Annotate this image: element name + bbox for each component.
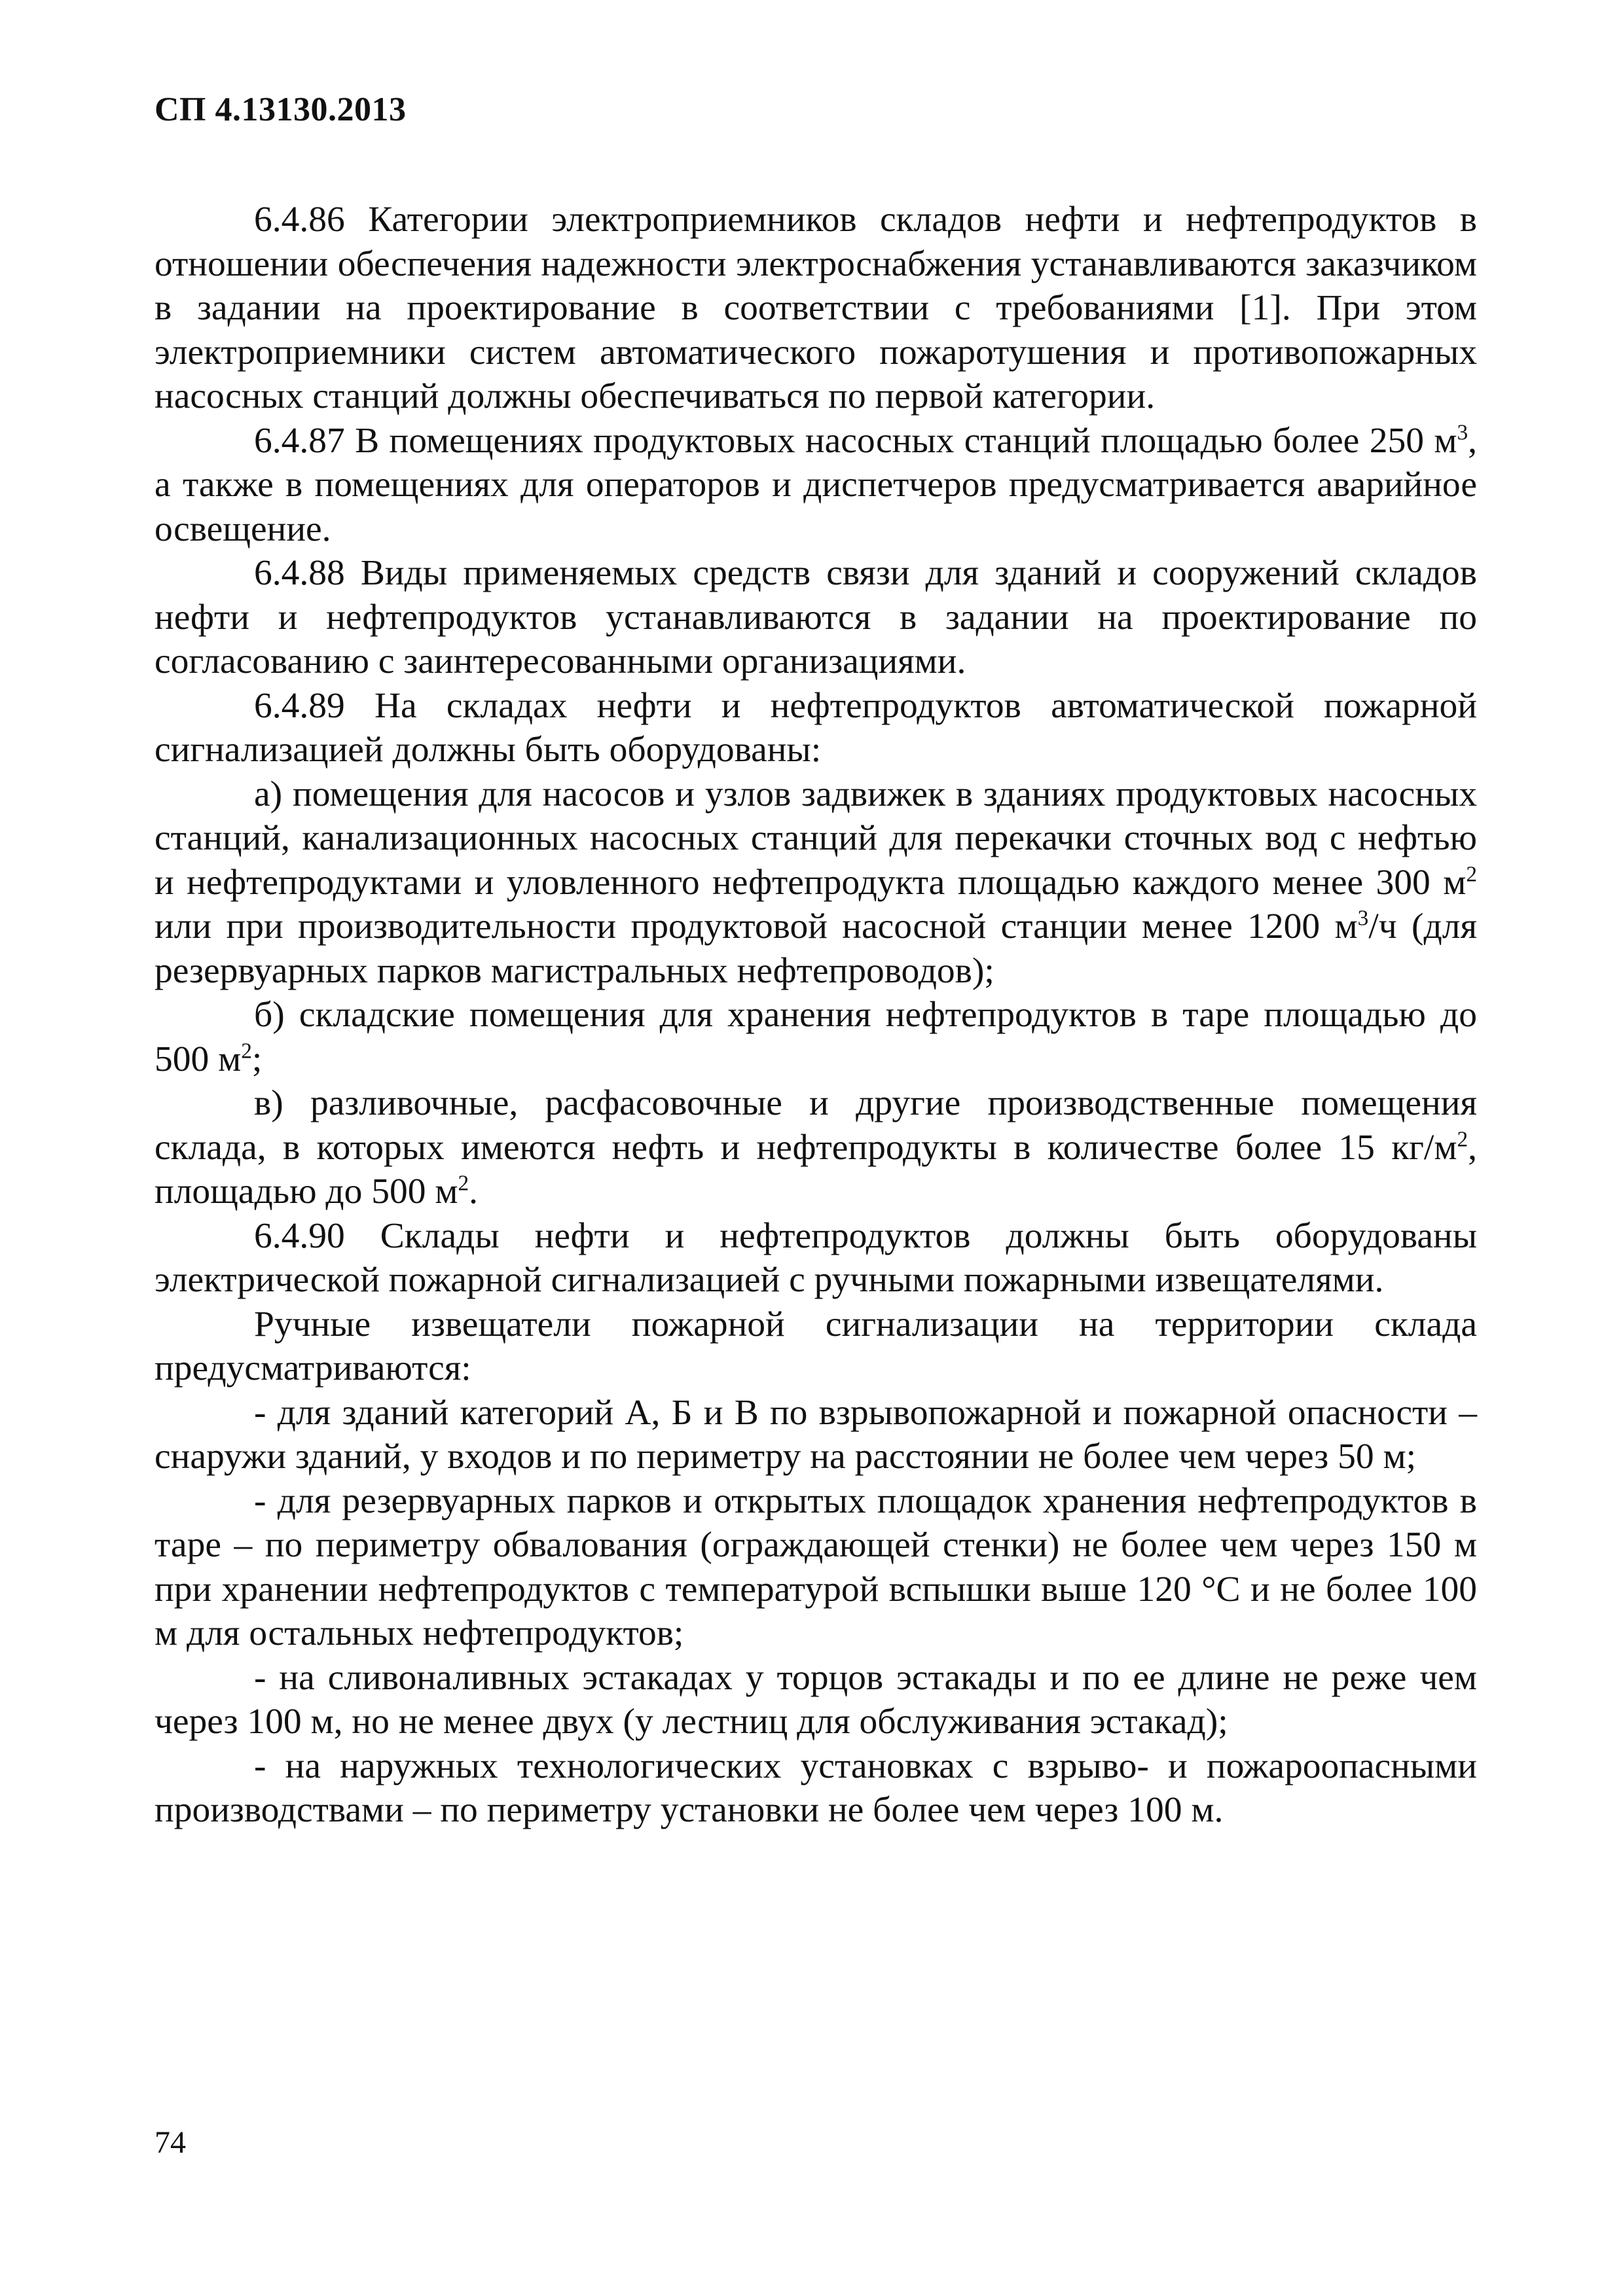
paragraph-text: б) складские помещения для хранения нефтепродуктов в таре площадью до 500 м bbox=[155, 995, 1477, 1079]
document-code-header: СП 4.13130.2013 bbox=[155, 91, 407, 128]
superscript: 2 bbox=[1457, 1127, 1468, 1151]
superscript: 2 bbox=[458, 1171, 469, 1196]
paragraph-text: а) помещения для насосов и узлов задвижек в зданиях продуктовых насосных станций, канализационных насосных станций для перекачки сточных вод с нефтью и нефтепродуктами и уловленного нефтепродукта площадью каждого менее 300 м bbox=[155, 774, 1477, 903]
dash-item-buildings: - для зданий категорий А, Б и В по взрывопожарной и пожарной опасности – снаружи зданий, у входов и по периметру на расстоянии не более чем через 50 м; bbox=[155, 1392, 1477, 1477]
page-number: 74 bbox=[155, 2125, 186, 2160]
superscript: 2 bbox=[1466, 862, 1477, 886]
superscript: 3 bbox=[1457, 420, 1468, 444]
paragraph-manual-detectors: Ручные извещатели пожарной сигнализации на территории склада предусматриваются: bbox=[155, 1304, 1477, 1388]
paragraph-text: , а также в помещениях для операторов и диспетчеров предусматривается аварийное освещение. bbox=[155, 420, 1477, 549]
paragraph-6-4-87 bbox=[155, 419, 1477, 552]
document-body bbox=[155, 198, 1477, 1833]
paragraph-text: или при производительности продуктовой насосной станции менее 1200 м bbox=[155, 906, 1358, 946]
superscript: 3 bbox=[1357, 906, 1369, 931]
dash-item-trestles: - на сливоналивных эстакадах у торцов эстакады и по ее длине не реже чем через 100 м, но не менее двух (у лестниц для обслуживания эстакад); bbox=[155, 1657, 1477, 1742]
dash-item-outdoor-installations: - на наружных технологических установках с взрыво- и пожароопасными производствами – по периметру установки не более чем через 100 м. bbox=[155, 1746, 1477, 1830]
paragraph-text: . bbox=[469, 1172, 479, 1211]
paragraph-6-4-88: 6.4.88 Виды применяемых средств связи для зданий и сооружений складов нефти и нефтепродуктов устанавливаются в задании на проектирование по согласованию с заинтересованными организациями. bbox=[155, 553, 1477, 681]
paragraph-text: , площадью до 500 м bbox=[155, 1127, 1477, 1211]
paragraph-text: в) разливочные, расфасовочные и другие производственные помещения склада, в которых имеются нефть и нефтепродукты в количестве более 15 кг/м bbox=[155, 1083, 1477, 1168]
list-item-v bbox=[155, 1081, 1477, 1214]
paragraph-6-4-89: 6.4.89 На складах нефти и нефтепродуктов автоматической пожарной сигнализацией должны быть оборудованы: bbox=[155, 685, 1477, 770]
paragraph-text: ; bbox=[251, 1039, 263, 1079]
paragraph-text: /ч (для резервуарных парков магистральных нефтепроводов); bbox=[155, 906, 1477, 991]
superscript: 2 bbox=[241, 1039, 252, 1063]
paragraph-6-4-90: 6.4.90 Склады нефти и нефтепродуктов должны быть оборудованы электрической пожарной сигнализацией с ручными пожарными извещателями. bbox=[155, 1215, 1477, 1300]
paragraph-6-4-86: 6.4.86 Категории электроприемников складов нефти и нефтепродуктов в отношении обеспечения надежности электроснабжения устанавливаются заказчиком в задании на проектирование в соответствии с требованиями [1]. При этом электроприемники систем автоматического пожаротушения и противопожарных насосных станций должны обеспечиваться по первой категории. bbox=[155, 200, 1477, 416]
list-item-a bbox=[155, 772, 1477, 994]
paragraph-text: 6.4.87 В помещениях продуктовых насосных станций площадью более 250 м bbox=[254, 420, 1457, 461]
dash-item-tank-farms: - для резервуарных парков и открытых площадок хранения нефтепродуктов в таре – по периметру обвалования (ограждающей стенки) не более чем через 150 м при хранении нефтепродуктов с температурой вспышки выше 120 °С и не более 100 м для остальных нефтепродуктов; bbox=[155, 1480, 1477, 1653]
list-item-b bbox=[155, 993, 1477, 1081]
